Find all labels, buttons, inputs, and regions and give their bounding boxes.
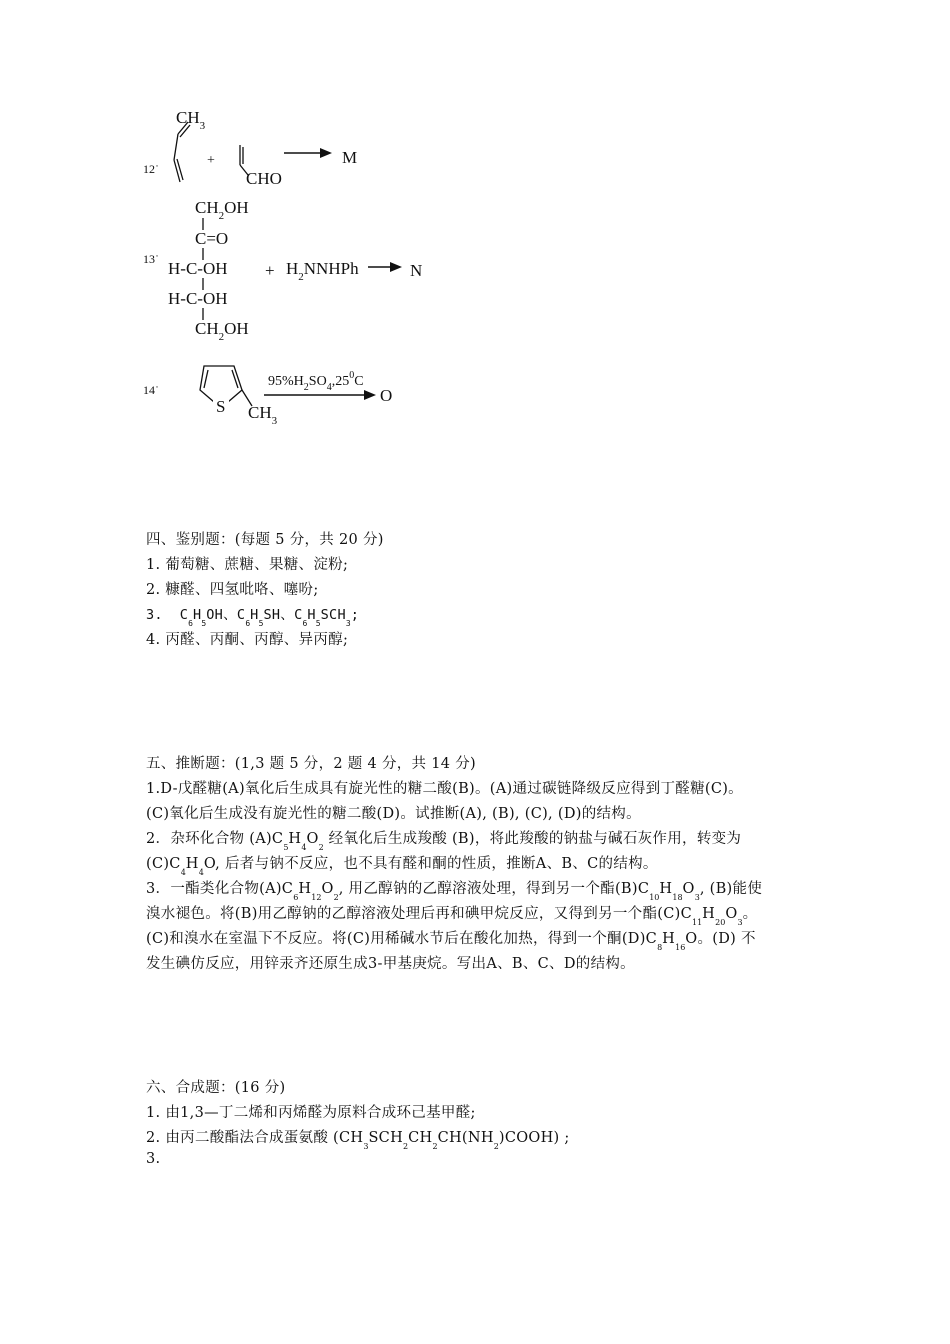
reaction-condition: $95\%H_2SO_4,25^0C$ — [268, 370, 364, 393]
methyl-label: $CH_3$ — [176, 108, 206, 132]
problem-number: 13˙ — [143, 252, 159, 266]
question-text: 发生碘仿反应，用锌汞齐还原生成3-甲基庚烷。写出A、B、C、D的结构。 — [146, 956, 635, 972]
reaction-arrow — [264, 389, 380, 403]
product-m: M — [342, 148, 358, 167]
section-title: 五、推断题：(1,3 题 5 分，2 题 4 分，共 14 分) — [146, 756, 476, 772]
list-item: 1. 由1,3—丁二烯和丙烯醛为原料合成环己基甲醛; — [146, 1105, 476, 1121]
sulfur-atom: S — [216, 397, 226, 416]
aldehyde-label: CHO — [246, 169, 282, 188]
phenylhydrazine-label: $H_2NNHPh$ — [286, 259, 359, 283]
question-text: 溴水褪色。将(B)用乙醇钠的乙醇溶液处理后再和碘甲烷反应，又得到另一个酯$(C)C_{11}H_{20}O_3$。 — [146, 906, 758, 927]
question-text: (C)氧化后生成没有旋光性的糖二酸(D)。试推断(A), (B), (C), (D)的结构。 — [146, 806, 641, 822]
c4-row: H-C-OH — [168, 289, 228, 308]
reaction-arrow — [284, 146, 334, 160]
question-text: (C)和溴水在室温下不反应。将(C)用稀碱水节后在酸化加热，得到一个酮$(D)C_8H_{16}O$。(D) 不 — [146, 931, 756, 952]
list-item: 3. — [146, 1151, 161, 1167]
list-item: 2. 由丙二酸酯法合成蛋氨酸 $(CH_3SCH_2CH_2CH(NH_2)COOH)$ ; — [146, 1130, 570, 1151]
section-title: 六、合成题：(16 分) — [146, 1080, 286, 1096]
c3-row: H-C-OH — [168, 259, 228, 278]
question-text: $(C)C_4H_4O$, 后者与钠不反应，也不具有醛和酮的性质，推断A、B、C的结构。 — [146, 856, 658, 877]
list-item: 1. 葡萄糖、蔗糖、果糖、淀粉; — [146, 557, 349, 573]
plus-sign: + — [265, 261, 275, 280]
problem-number: 14˙ — [143, 383, 159, 397]
list-item: 2. 糠醛、四氢吡咯、噻吩; — [146, 582, 319, 598]
product-n: N — [410, 261, 423, 280]
c2-carbonyl: C=O — [195, 229, 229, 248]
reaction-arrow — [368, 260, 404, 274]
methyl-label: $CH_3$ — [248, 403, 278, 427]
plus-sign: + — [207, 153, 215, 168]
list-item: 4. 丙醛、丙酮、丙醇、异丙醇; — [146, 632, 349, 648]
c1-ch2oh: $CH_2OH$ — [195, 198, 249, 222]
c5-ch2oh: $CH_2OH$ — [195, 319, 249, 343]
product-o: O — [380, 386, 393, 405]
section-title: 四、鉴别题：(每题 5 分，共 20 分) — [146, 532, 384, 548]
question-text: 2．杂环化合物 $(A)C_5H_4O_2$ 经氧化后生成羧酸 (B)，将此羧酸的钠盐与碱石灰作用，转变为 — [146, 831, 742, 852]
question-text: 3．一酯类化合物$(A)C_6H_{12}O_2$, 用乙醇钠的乙醇溶液处理，得到另一个酯$(B)C_{10}H_{18}O_3$, (B)能使 — [146, 881, 763, 902]
question-text: 1.D-戊醛糖(A)氧化后生成具有旋光性的糖二酸(B)。(A)通过碳链降级反应得到丁醛糖(C)。 — [146, 781, 743, 797]
problem-number: 12˙ — [143, 162, 159, 176]
list-item: 3. $C_6H_5OH$、$C_6H_5SH$、$C_6H_5SCH_3$; — [146, 607, 360, 628]
